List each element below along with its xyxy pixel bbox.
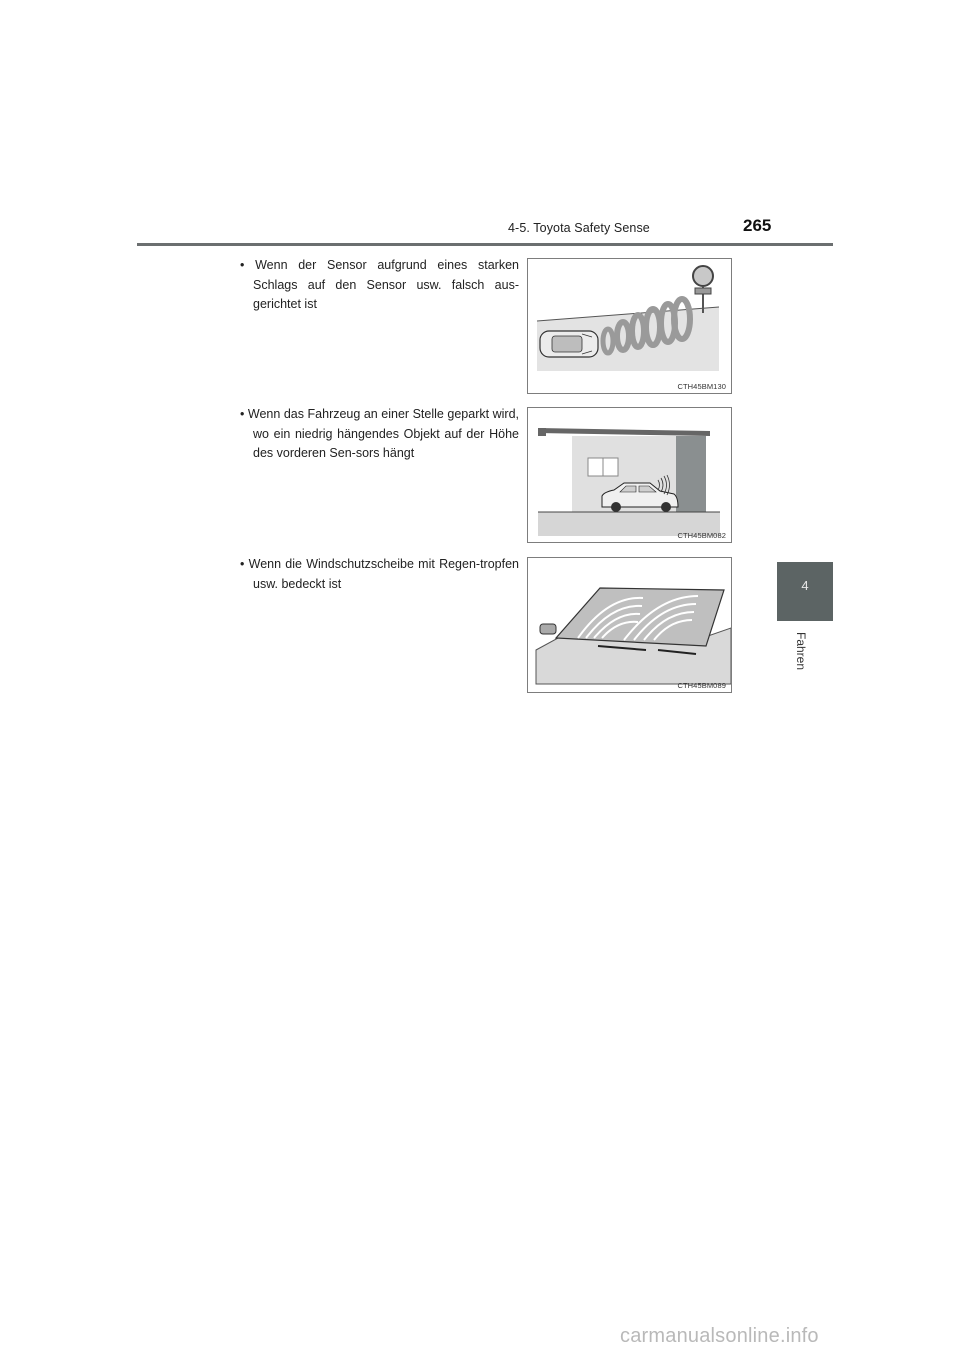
figure-windshield-raindrops xyxy=(527,557,732,693)
misaligned-radar-illustration xyxy=(528,259,732,394)
chapter-tab xyxy=(777,562,833,621)
section-title: 4-5. Toyota Safety Sense xyxy=(508,221,650,235)
parking-shelter-illustration xyxy=(528,408,732,543)
chapter-label: Fahren xyxy=(794,632,808,671)
bullet-item-windshield-raindrops: • Wenn die Windschutzscheibe mit Regen-tropfen usw. bedeckt ist xyxy=(240,557,519,591)
figure-low-hanging-object xyxy=(527,407,732,543)
header-divider xyxy=(137,243,833,246)
chapter-number: 4 xyxy=(801,578,809,593)
roof-end xyxy=(538,428,546,436)
roof xyxy=(538,428,710,436)
side-mirror-icon xyxy=(540,624,556,634)
figure-code: CTH45BM082 xyxy=(677,531,726,540)
car-topview-icon xyxy=(540,331,598,357)
windshield xyxy=(556,588,724,646)
building-pillar xyxy=(676,436,706,512)
bullet-item-low-hanging-object: • Wenn das Fahrzeug an einer Stelle geparkt wird, wo ein niedrig hängendes Objekt auf der Höhe des vorderen Sen-sors hängt xyxy=(240,407,519,460)
windshield-raindrops-illustration xyxy=(528,558,732,693)
figure-code: CTH45BM089 xyxy=(677,681,726,690)
bullet-item-sensor-misaligned: • Wenn der Sensor aufgrund eines starken Schlags auf den Sensor usw. falsch aus-gerichtet ist xyxy=(240,258,519,311)
footer-watermark: carmanualsonline.info xyxy=(620,1325,819,1347)
sign-plate xyxy=(695,288,711,294)
figure-sensor-misaligned xyxy=(527,258,732,394)
sign-icon xyxy=(693,266,713,286)
page-number: 265 xyxy=(743,216,772,235)
figure-code: CTH45BM130 xyxy=(677,382,726,391)
